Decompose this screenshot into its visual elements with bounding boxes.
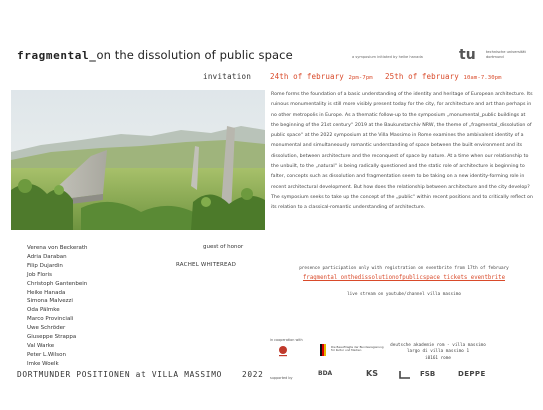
cooperation-label: in cooperation with (270, 338, 303, 342)
ks-logo: KS (366, 369, 378, 378)
description-paragraph-1: Rome forms the foundation of a basic understanding of the identity and heritage of European architecture. Its ruinous monumentality is still more visibly present today for the city, for architecture and art than perhaps in no other metropolis in Europe. As a thematic follow-up to the symposium „monumental_public buildings at the beginning of the 21st century“ 2019 at the Baukunstarchiv NRW, the theme of „fragmental_dissolution of public space“ at the 2022 symposium at the Villa Massimo in Rome examines the ambivalent identity of a monumental and simultaneously romantic understanding of space between the built environment and its dissolution, between architecture and the reconquest of space by nature. At a time when our relationship to the unbuilt, to the „natural“ is being radically questioned and the static role of architecture is beginning to falter, concepts such as dissolution and fragmentation seem to be taking on a new identity-forming role in recent architectural development. But how does the relationship between architecture and the city develop? (271, 92, 533, 190)
speaker-list (27, 244, 88, 369)
speaker-name: Verena von Beckerath (27, 245, 88, 251)
footer-year: 2022 (241, 370, 264, 379)
guest-of-honor-label: guest of honor (203, 244, 244, 250)
address-line3: i0161 rome (425, 355, 451, 361)
event-date-1 (270, 72, 373, 81)
date-2: 25th of february (385, 72, 459, 81)
german-eagle-icon (320, 344, 328, 356)
eventbrite-link[interactable]: fragmental_onthedissolutionofpublicspace_tickets_eventbrite (302, 275, 506, 281)
speaker-name: Imke Woelk (27, 360, 59, 367)
ministry-caption (331, 346, 384, 353)
time-1: 2pm-7pm (348, 75, 373, 81)
deppe-logo: DEPPE (458, 370, 486, 378)
event-date-2 (385, 72, 502, 81)
speaker-name: Christoph Gantenbein (27, 280, 88, 287)
speaker-name: Uwe Schröder (27, 325, 66, 332)
villa-massimo-logo (275, 344, 291, 358)
initiative-note: a symposium initiated by heike hanada (352, 55, 423, 59)
time-2: 10am-7.30pm (463, 75, 502, 81)
ministry-caption-line2: für Kultur und Medien (331, 348, 362, 353)
guest-of-honor-name: RACHEL WHITEREAD (176, 262, 237, 268)
speaker-name: Peter L.Wilson (27, 351, 66, 358)
tu-name-line1: technische universität (486, 50, 526, 54)
speaker-name: Heike Hanada (27, 289, 66, 296)
footer-text: DORTMUNDER POSITIONEN at VILLA MASSIMO (17, 370, 222, 379)
landscape-photo (11, 90, 265, 230)
date-1: 24th of february (270, 72, 344, 81)
invitation-label: invitation (203, 72, 252, 81)
speaker-name: Adria Daraban (27, 253, 67, 260)
tu-name (486, 50, 526, 59)
title-rest: on the dissolution of public space (96, 48, 293, 62)
fsb-logo: FSB (420, 370, 436, 378)
page-title (17, 48, 293, 62)
address-line2: largo di villa massimo 1 (406, 349, 470, 355)
slash-logo-icon (399, 371, 411, 379)
livestream-note: live stream on youtube/channel villa massimo (347, 292, 461, 297)
registration-note: presence participation only with registration on eventbrite from 17th of february (299, 266, 509, 271)
venue-address (388, 343, 488, 362)
speaker-name: Marco Provinciali (27, 316, 74, 323)
speaker-name: Oda Pälmke (27, 307, 60, 314)
title-accent: fragmental_ (17, 49, 97, 62)
footer-title (17, 370, 264, 379)
address-line1: deutsche akademie rom - villa massimo (390, 343, 486, 348)
speaker-name: Val Warke (27, 342, 55, 349)
speaker-name: Job Floris (27, 271, 52, 278)
supported-by-label: supported by (270, 376, 293, 380)
speaker-name: Giuseppe Strappa (27, 334, 77, 341)
tu-dortmund-logo (458, 47, 484, 61)
speaker-name: Simona Malvezzi (27, 298, 73, 305)
description-paragraph-2: The symposium seeks to take up the concept of the „public“ within recent positions and to critically reflect on its relation to a classical-romantic understanding of architecture. (271, 194, 533, 211)
tu-name-line2: dortmund (486, 54, 504, 59)
description-text (271, 90, 533, 214)
ministry-caption-line1: Die Beauftragte der Bundesregierung (331, 345, 384, 349)
bda-logo: BDA (318, 370, 333, 377)
speaker-name: Filip Dujardin (27, 262, 63, 269)
tu-mark: tu (459, 47, 476, 61)
